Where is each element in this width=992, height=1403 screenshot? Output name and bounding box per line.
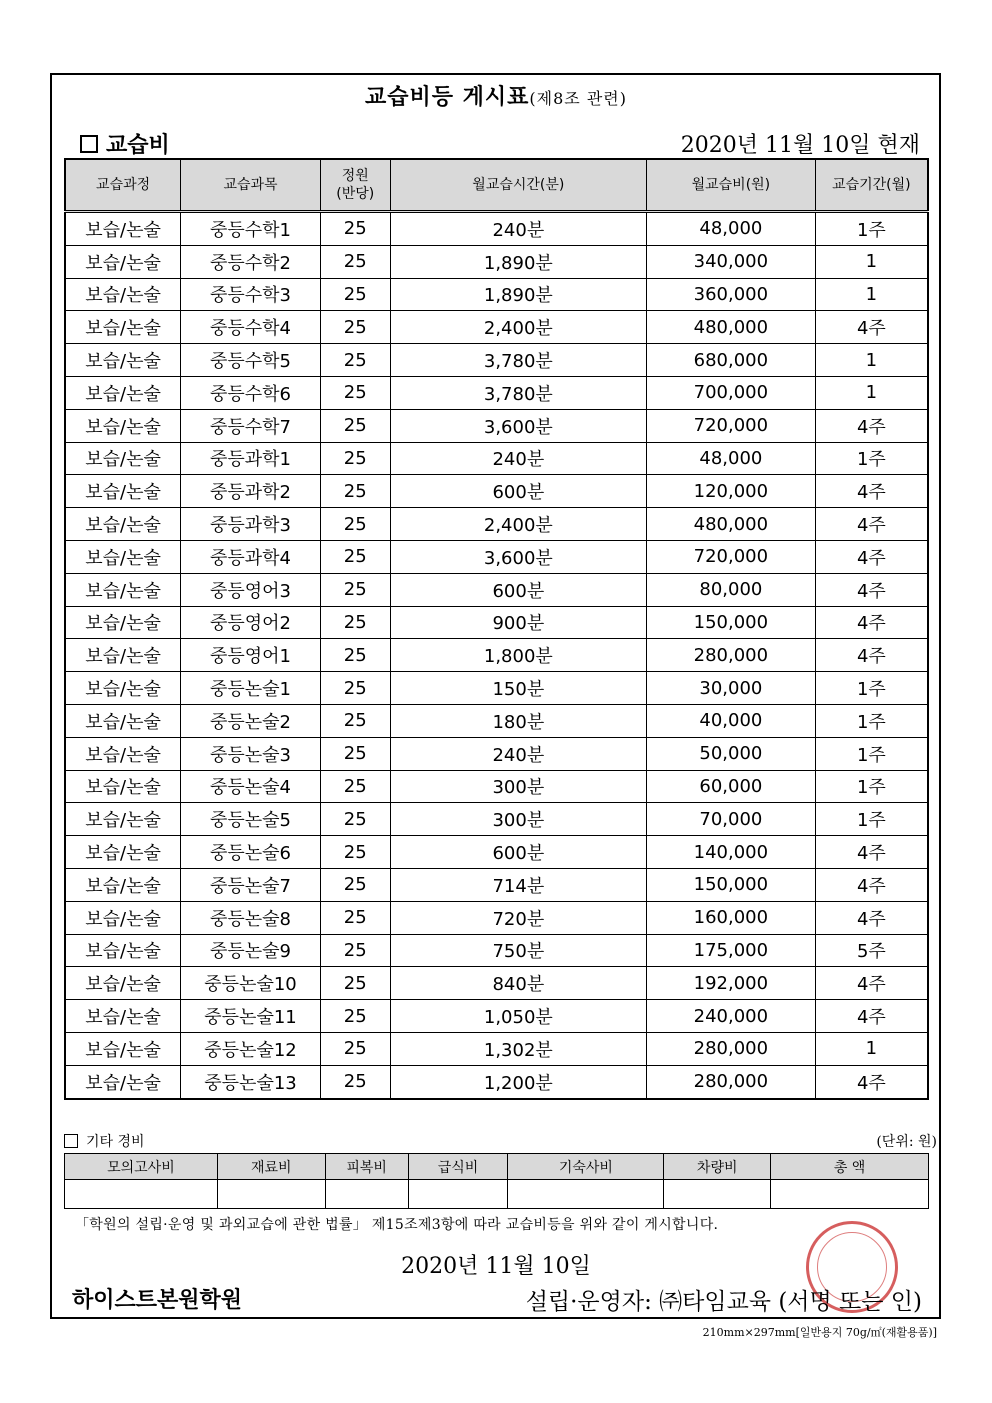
other-value-row	[65, 1180, 929, 1209]
capacity-cell: 25	[320, 540, 390, 573]
course-cell: 보습/논술	[65, 770, 181, 803]
header-mock-exam-fee: 모의고사비	[65, 1154, 218, 1180]
fee-cell: 120,000	[647, 475, 816, 508]
period-cell: 4주	[815, 311, 928, 344]
period-cell: 4주	[815, 573, 928, 606]
period-cell: 1주	[815, 442, 928, 475]
capacity-cell: 25	[320, 639, 390, 672]
capacity-cell: 25	[320, 1065, 390, 1098]
table-row	[65, 967, 928, 1000]
period-cell: 1주	[815, 803, 928, 836]
fee-cell: 160,000	[647, 901, 816, 934]
course-cell: 보습/논술	[65, 540, 181, 573]
minutes-cell: 750분	[390, 934, 646, 967]
table-row	[65, 770, 928, 803]
minutes-cell: 3,600분	[390, 409, 646, 442]
course-cell: 보습/논술	[65, 573, 181, 606]
capacity-cell: 25	[320, 1000, 390, 1033]
header-subject: 교습과목	[181, 159, 321, 212]
period-cell: 1	[815, 1032, 928, 1065]
notice-date: 2020년 11월 10일	[401, 1254, 591, 1279]
fee-cell: 50,000	[647, 737, 816, 770]
document-title	[0, 80, 992, 111]
capacity-cell: 25	[320, 901, 390, 934]
subject-cell: 중등논술8	[181, 901, 321, 934]
fee-cell: 360,000	[647, 278, 816, 311]
course-cell: 보습/논술	[65, 212, 181, 246]
minutes-cell: 900분	[390, 606, 646, 639]
course-cell: 보습/논술	[65, 508, 181, 541]
header-vehicle-fee: 차량비	[664, 1154, 771, 1180]
subject-cell: 중등영어1	[181, 639, 321, 672]
table-row	[65, 836, 928, 869]
period-cell: 4주	[815, 409, 928, 442]
title-subtext: (제8조 관련)	[529, 89, 627, 108]
header-course: 교습과정	[65, 159, 181, 212]
course-cell: 보습/논술	[65, 311, 181, 344]
course-cell: 보습/논술	[65, 1032, 181, 1065]
subject-cell: 중등논술13	[181, 1065, 321, 1098]
table-row	[65, 934, 928, 967]
table-row	[65, 245, 928, 278]
course-cell: 보습/논술	[65, 901, 181, 934]
course-cell: 보습/논술	[65, 1065, 181, 1098]
header-monthly-fee: 월교습비(원)	[647, 159, 816, 212]
subject-cell: 중등수학3	[181, 278, 321, 311]
period-cell: 4주	[815, 1000, 928, 1033]
course-cell: 보습/논술	[65, 737, 181, 770]
period-cell: 1	[815, 376, 928, 409]
tuition-table	[64, 158, 929, 1100]
period-cell: 4주	[815, 967, 928, 1000]
capacity-cell: 25	[320, 1032, 390, 1065]
fee-cell: 280,000	[647, 639, 816, 672]
table-row	[65, 311, 928, 344]
minutes-cell: 600분	[390, 573, 646, 606]
value-material-fee	[217, 1180, 325, 1209]
minutes-cell: 1,890분	[390, 278, 646, 311]
course-cell: 보습/논술	[65, 278, 181, 311]
table-row	[65, 868, 928, 901]
subject-cell: 중등영어3	[181, 573, 321, 606]
minutes-cell: 240분	[390, 442, 646, 475]
minutes-cell: 1,890분	[390, 245, 646, 278]
minutes-cell: 300분	[390, 770, 646, 803]
period-cell: 1주	[815, 704, 928, 737]
value-vehicle-fee	[664, 1180, 771, 1209]
subject-cell: 중등논술12	[181, 1032, 321, 1065]
period-cell: 1	[815, 278, 928, 311]
course-cell: 보습/논술	[65, 672, 181, 705]
course-cell: 보습/논술	[65, 442, 181, 475]
course-cell: 보습/논술	[65, 606, 181, 639]
subject-cell: 중등논술11	[181, 1000, 321, 1033]
header-meal-fee: 급식비	[408, 1154, 508, 1180]
as-of-date: 2020년 11월 10일 현재	[680, 133, 920, 158]
minutes-cell: 1,302분	[390, 1032, 646, 1065]
table-header-row	[65, 159, 928, 212]
capacity-cell: 25	[320, 245, 390, 278]
course-cell: 보습/논술	[65, 967, 181, 1000]
minutes-cell: 600분	[390, 836, 646, 869]
period-cell: 1	[815, 245, 928, 278]
capacity-cell: 25	[320, 311, 390, 344]
capacity-cell: 25	[320, 967, 390, 1000]
period-cell: 4주	[815, 868, 928, 901]
subject-cell: 중등과학3	[181, 508, 321, 541]
capacity-cell: 25	[320, 442, 390, 475]
capacity-cell: 25	[320, 344, 390, 377]
minutes-cell: 3,780분	[390, 376, 646, 409]
fee-cell: 48,000	[647, 442, 816, 475]
academy-name: 하이스트본원학원	[72, 1288, 243, 1313]
period-cell: 4주	[815, 836, 928, 869]
course-cell: 보습/논술	[65, 639, 181, 672]
minutes-cell: 2,400분	[390, 311, 646, 344]
fee-cell: 480,000	[647, 311, 816, 344]
capacity-cell: 25	[320, 934, 390, 967]
course-cell: 보습/논술	[65, 1000, 181, 1033]
subject-cell: 중등논술5	[181, 803, 321, 836]
table-row	[65, 1065, 928, 1098]
header-monthly-minutes: 월교습시간(분)	[390, 159, 646, 212]
capacity-cell: 25	[320, 475, 390, 508]
course-cell: 보습/논술	[65, 245, 181, 278]
subject-cell: 중등수학7	[181, 409, 321, 442]
period-cell: 4주	[815, 606, 928, 639]
minutes-cell: 600분	[390, 475, 646, 508]
checkbox-icon	[80, 135, 98, 153]
fee-cell: 720,000	[647, 540, 816, 573]
header-period: 교습기간(월)	[815, 159, 928, 212]
header-clothing-fee: 피복비	[325, 1154, 408, 1180]
fee-cell: 140,000	[647, 836, 816, 869]
minutes-cell: 3,780분	[390, 344, 646, 377]
course-cell: 보습/논술	[65, 344, 181, 377]
subject-cell: 중등논술1	[181, 672, 321, 705]
section-tuition-label: 교습비	[106, 132, 170, 158]
period-cell: 4주	[815, 475, 928, 508]
minutes-cell: 300분	[390, 803, 646, 836]
paper-spec-footer: 210mm×297mm[일반용지 70g/㎡(재활용품)]	[702, 1326, 937, 1339]
table-row	[65, 573, 928, 606]
period-cell: 4주	[815, 639, 928, 672]
minutes-cell: 240분	[390, 212, 646, 246]
period-cell: 1주	[815, 672, 928, 705]
table-row	[65, 540, 928, 573]
table-row	[65, 737, 928, 770]
subject-cell: 중등과학2	[181, 475, 321, 508]
fee-cell: 680,000	[647, 344, 816, 377]
period-cell: 1	[815, 344, 928, 377]
subject-cell: 중등논술6	[181, 836, 321, 869]
other-header-row	[65, 1154, 929, 1180]
period-cell: 4주	[815, 540, 928, 573]
course-cell: 보습/논술	[65, 376, 181, 409]
header-total: 총 액	[771, 1154, 929, 1180]
value-total	[771, 1180, 929, 1209]
table-row	[65, 672, 928, 705]
subject-cell: 중등논술10	[181, 967, 321, 1000]
fee-cell: 30,000	[647, 672, 816, 705]
fee-cell: 70,000	[647, 803, 816, 836]
capacity-cell: 25	[320, 868, 390, 901]
subject-cell: 중등과학4	[181, 540, 321, 573]
subject-cell: 중등논술3	[181, 737, 321, 770]
table-row	[65, 409, 928, 442]
table-row	[65, 376, 928, 409]
period-cell: 1주	[815, 212, 928, 246]
subject-cell: 중등수학6	[181, 376, 321, 409]
minutes-cell: 2,400분	[390, 508, 646, 541]
fee-cell: 280,000	[647, 1032, 816, 1065]
fee-cell: 280,000	[647, 1065, 816, 1098]
table-row	[65, 475, 928, 508]
table-row	[65, 212, 928, 246]
table-row	[65, 278, 928, 311]
value-meal-fee	[408, 1180, 508, 1209]
title-text: 교습비등 게시표	[364, 84, 530, 110]
capacity-cell: 25	[320, 672, 390, 705]
period-cell: 1주	[815, 770, 928, 803]
fee-cell: 340,000	[647, 245, 816, 278]
unit-label: (단위: 원)	[876, 1134, 937, 1150]
section-tuition-heading	[80, 128, 170, 159]
course-cell: 보습/논술	[65, 836, 181, 869]
fee-cell: 60,000	[647, 770, 816, 803]
table-row	[65, 901, 928, 934]
subject-cell: 중등논술4	[181, 770, 321, 803]
capacity-cell: 25	[320, 836, 390, 869]
capacity-cell: 25	[320, 278, 390, 311]
minutes-cell: 150분	[390, 672, 646, 705]
subject-cell: 중등논술2	[181, 704, 321, 737]
fee-cell: 80,000	[647, 573, 816, 606]
capacity-cell: 25	[320, 737, 390, 770]
capacity-cell: 25	[320, 409, 390, 442]
period-cell: 4주	[815, 901, 928, 934]
other-expenses-table	[64, 1153, 929, 1209]
value-dormitory-fee	[508, 1180, 664, 1209]
capacity-cell: 25	[320, 573, 390, 606]
minutes-cell: 840분	[390, 967, 646, 1000]
capacity-cell: 25	[320, 606, 390, 639]
table-row	[65, 442, 928, 475]
course-cell: 보습/논술	[65, 475, 181, 508]
capacity-cell: 25	[320, 770, 390, 803]
fee-cell: 700,000	[647, 376, 816, 409]
subject-cell: 중등영어2	[181, 606, 321, 639]
period-cell: 1주	[815, 737, 928, 770]
minutes-cell: 1,200분	[390, 1065, 646, 1098]
capacity-cell: 25	[320, 212, 390, 246]
fee-cell: 240,000	[647, 1000, 816, 1033]
operator-signature-line: 설립·운영자: ㈜타임교육 (서명 또는 인)	[525, 1289, 922, 1315]
fee-cell: 40,000	[647, 704, 816, 737]
checkbox-icon	[64, 1134, 78, 1148]
table-row	[65, 639, 928, 672]
fee-cell: 192,000	[647, 967, 816, 1000]
capacity-cell: 25	[320, 376, 390, 409]
section-other-heading	[64, 1131, 145, 1151]
fee-cell: 175,000	[647, 934, 816, 967]
minutes-cell: 180분	[390, 704, 646, 737]
period-cell: 4주	[815, 1065, 928, 1098]
fee-cell: 720,000	[647, 409, 816, 442]
section-other-label: 기타 경비	[86, 1134, 145, 1150]
table-row	[65, 803, 928, 836]
table-row	[65, 704, 928, 737]
minutes-cell: 1,800분	[390, 639, 646, 672]
minutes-cell: 240분	[390, 737, 646, 770]
minutes-cell: 720분	[390, 901, 646, 934]
minutes-cell: 3,600분	[390, 540, 646, 573]
header-material-fee: 재료비	[217, 1154, 325, 1180]
table-row	[65, 344, 928, 377]
header-capacity: 정원 (반당)	[320, 159, 390, 212]
subject-cell: 중등수학4	[181, 311, 321, 344]
fee-cell: 480,000	[647, 508, 816, 541]
subject-cell: 중등수학1	[181, 212, 321, 246]
course-cell: 보습/논술	[65, 868, 181, 901]
table-row	[65, 1000, 928, 1033]
table-row	[65, 508, 928, 541]
table-row	[65, 1032, 928, 1065]
fee-cell: 48,000	[647, 212, 816, 246]
course-cell: 보습/논술	[65, 704, 181, 737]
table-row	[65, 606, 928, 639]
subject-cell: 중등수학5	[181, 344, 321, 377]
period-cell: 5주	[815, 934, 928, 967]
subject-cell: 중등논술9	[181, 934, 321, 967]
minutes-cell: 714분	[390, 868, 646, 901]
value-clothing-fee	[325, 1180, 408, 1209]
minutes-cell: 1,050분	[390, 1000, 646, 1033]
fee-cell: 150,000	[647, 868, 816, 901]
subject-cell: 중등수학2	[181, 245, 321, 278]
value-mock-exam-fee	[65, 1180, 218, 1209]
law-statement: 「학원의 설립·운영 및 과외교습에 관한 법률」 제15조제3항에 따라 교습비등을 위와 같이 게시합니다.	[75, 1217, 719, 1233]
course-cell: 보습/논술	[65, 803, 181, 836]
course-cell: 보습/논술	[65, 934, 181, 967]
course-cell: 보습/논술	[65, 409, 181, 442]
subject-cell: 중등과학1	[181, 442, 321, 475]
period-cell: 4주	[815, 508, 928, 541]
capacity-cell: 25	[320, 508, 390, 541]
capacity-cell: 25	[320, 704, 390, 737]
capacity-cell: 25	[320, 803, 390, 836]
fee-cell: 150,000	[647, 606, 816, 639]
header-dormitory-fee: 기숙사비	[508, 1154, 664, 1180]
subject-cell: 중등논술7	[181, 868, 321, 901]
